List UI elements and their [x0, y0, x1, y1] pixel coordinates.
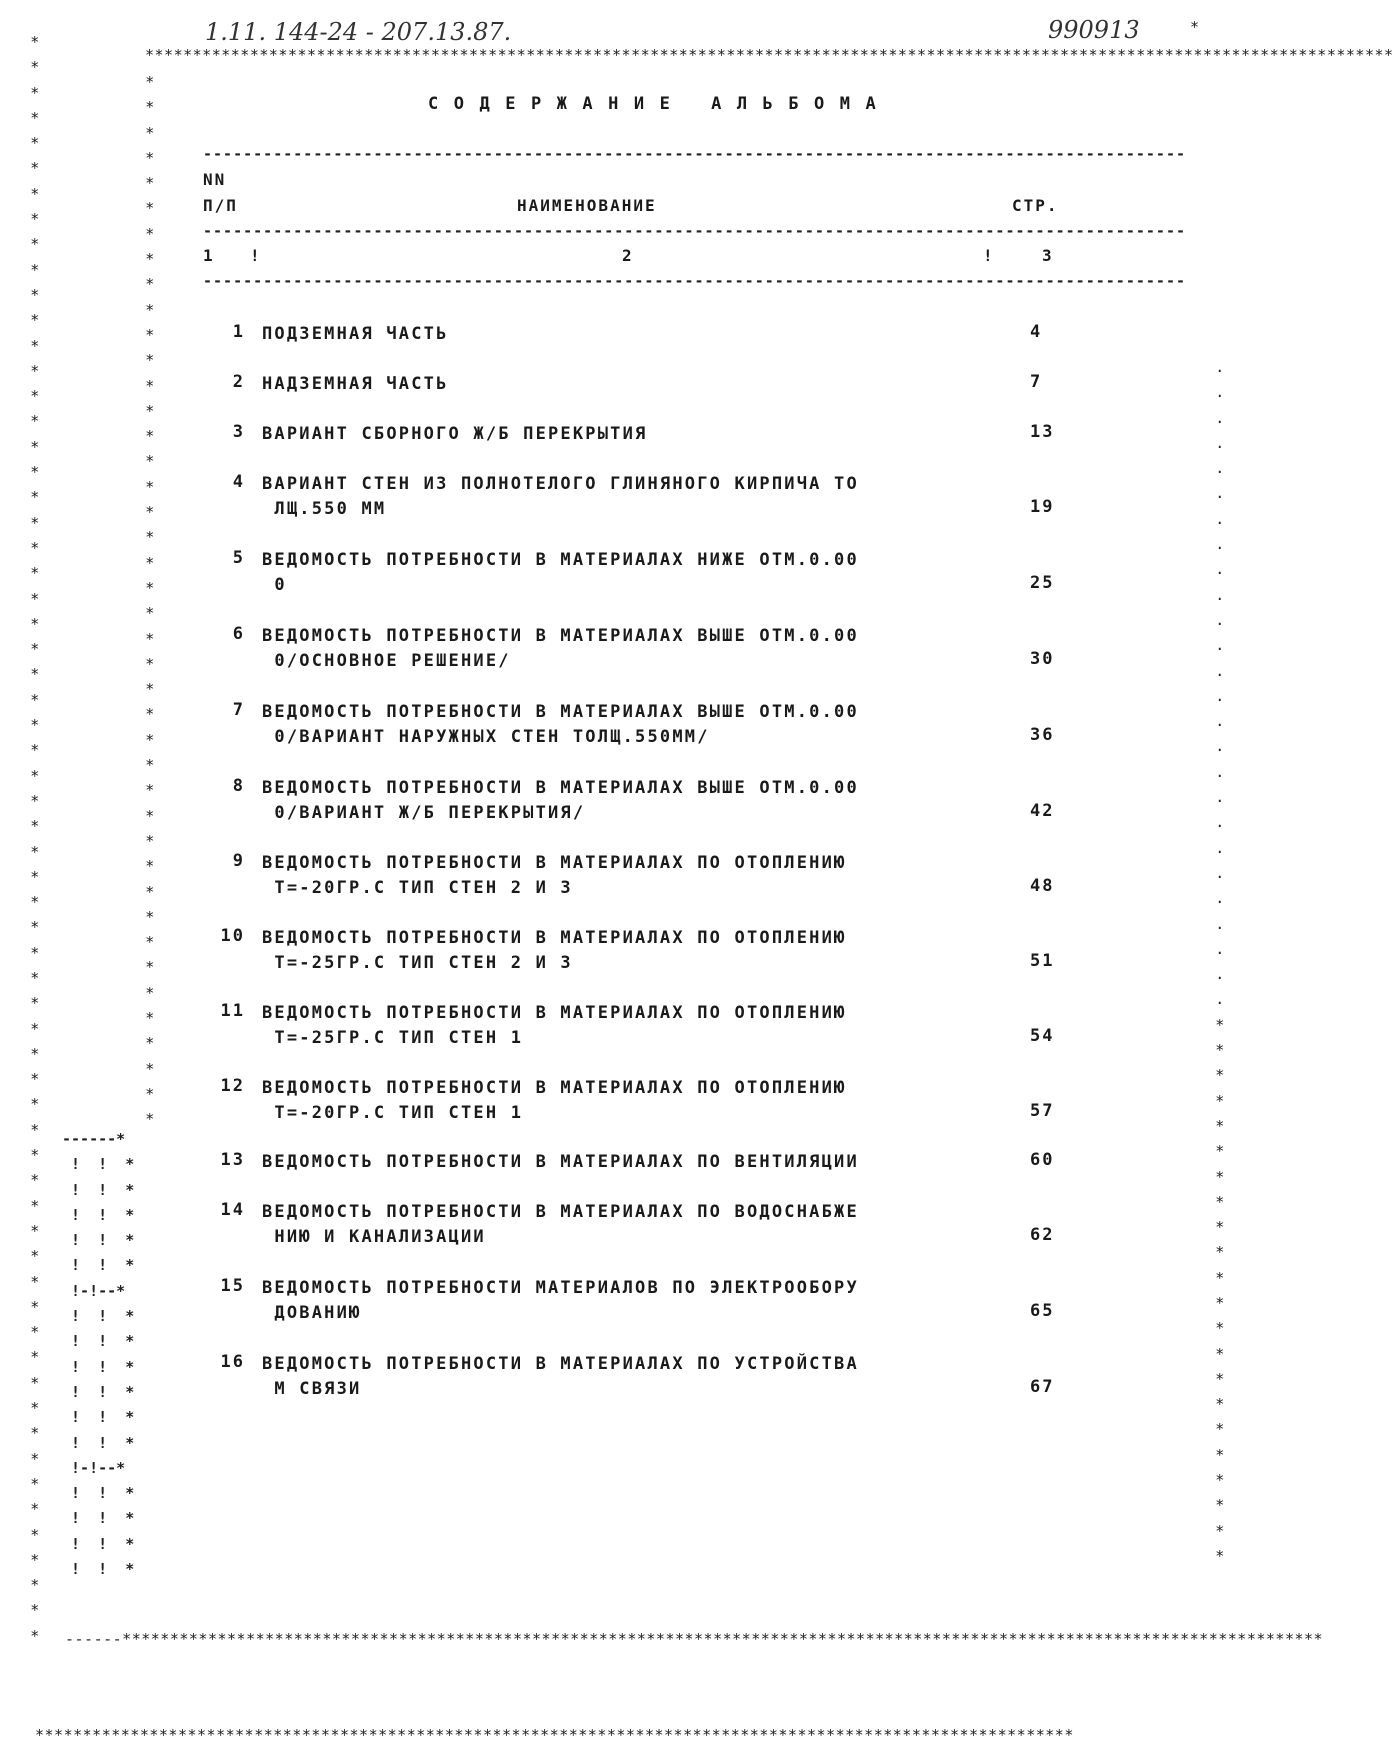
row-number: 6: [232, 624, 245, 644]
sheet-number: 990913: [1048, 16, 1140, 44]
binding-box: ------* ! ! * ! ! * ! ! * ! ! * ! ! * !-!--* ! ! * ! ! * ! ! * ! ! * ! ! * ! ! * !-!--* ! ! * ! ! * ! ! * ! ! *: [62, 1130, 135, 1579]
row-page: 7: [1030, 372, 1043, 392]
row-title: ВЕДОМОСТЬ ПОТРЕБНОСТИ В МАТЕРИАЛАХ ПО ОТОПЛЕНИЮ Т=-20ГР.С ТИП СТЕН 1: [262, 1078, 847, 1123]
row-number: 3: [232, 422, 245, 442]
header-rule-top: --------------------------------------------------------------------------------------------------: [203, 145, 1187, 163]
corner-star: *: [1190, 18, 1200, 36]
left-star-border: * * * * * * * * * * * * * * * * * * * * * * * * * * * * * * * * * * * * * * * * * * * * * * * * * * * * * * * * * * * * * * * *: [30, 33, 50, 1645]
row-page: 30: [1030, 649, 1055, 669]
row-title: ВЕДОМОСТЬ ПОТРЕБНОСТИ В МАТЕРИАЛАХ ВЫШЕ ОТМ.0.00 0/ОСНОВНОЕ РЕШЕНИЕ/: [262, 626, 859, 671]
row-title: ВЕДОМОСТЬ ПОТРЕБНОСТИ В МАТЕРИАЛАХ ПО ОТОПЛЕНИЮ Т=-25ГР.С ТИП СТЕН 1: [262, 1003, 847, 1048]
row-title: ВЕДОМОСТЬ ПОТРЕБНОСТИ В МАТЕРИАЛАХ ПО УСТРОЙСТВА М СВЯЗИ: [262, 1354, 859, 1399]
row-page: 62: [1030, 1225, 1055, 1245]
row-page: 60: [1030, 1150, 1055, 1170]
row-page: 19: [1030, 497, 1055, 517]
row-number: 9: [232, 851, 245, 871]
column-separator-2: !: [983, 246, 995, 265]
row-title: ВЕДОМОСТЬ ПОТРЕБНОСТИ МАТЕРИАЛОВ ПО ЭЛЕКТРООБОРУ ДОВАНИЮ: [262, 1278, 859, 1323]
page-bottom-stars: *************************************************************************************************************: [35, 1726, 1074, 1744]
row-page: 48: [1030, 876, 1055, 896]
contents-row: [0, 851, 1253, 911]
page-column-label: СТР.: [1012, 196, 1059, 215]
row-page: 4: [1030, 322, 1043, 342]
row-number: 8: [232, 776, 245, 796]
row-number: 14: [220, 1200, 245, 1220]
bottom-star-border: ------******************************************************************************************************************************: [65, 1630, 1324, 1648]
row-page: 51: [1030, 951, 1055, 971]
row-title: ВЕДОМОСТЬ ПОТРЕБНОСТИ В МАТЕРИАЛАХ ПО ОТОПЛЕНИЮ Т=-25ГР.С ТИП СТЕН 2 И 3: [262, 928, 847, 973]
row-title: ВЕДОМОСТЬ ПОТРЕБНОСТИ В МАТЕРИАЛАХ ВЫШЕ ОТМ.0.00 0/ВАРИАНТ НАРУЖНЫХ СТЕН ТОЛЩ.550ММ/: [262, 702, 859, 747]
row-page: 54: [1030, 1026, 1055, 1046]
top-star-border: ***********************************************************************************************************************************: [145, 46, 1394, 64]
right-star-border: . . . . . . . . . . . . . . . . . . . . . . . . . . * * * * * * * * * * * * * * * * * * * * * *: [1215, 358, 1235, 1565]
row-page: 13: [1030, 422, 1055, 442]
row-number: 13: [220, 1150, 245, 1170]
row-title: ВАРИАНТ СТЕН ИЗ ПОЛНОТЕЛОГО ГЛИНЯНОГО КИРПИЧА ТО ЛЩ.550 ММ: [262, 474, 859, 519]
num-label: NN: [203, 170, 227, 189]
row-page: 65: [1030, 1301, 1055, 1321]
row-title: ВЕДОМОСТЬ ПОТРЕБНОСТИ В МАТЕРИАЛАХ ВЫШЕ ОТМ.0.00 0/ВАРИАНТ Ж/Б ПЕРЕКРЫТИЯ/: [262, 778, 859, 823]
row-number: 2: [232, 372, 245, 392]
contents-row: [0, 926, 1253, 986]
header-rule-mid: --------------------------------------------------------------------------------------------------: [203, 222, 1187, 240]
contents-row: [0, 472, 1253, 532]
column-separator-1: !: [250, 246, 262, 265]
row-number: 7: [232, 700, 245, 720]
column-number-1: 1: [203, 246, 215, 265]
row-number: 4: [232, 472, 245, 492]
row-page: 57: [1030, 1101, 1055, 1121]
contents-row: [0, 1352, 1253, 1412]
row-page: 25: [1030, 573, 1055, 593]
row-title: ВЕДОМОСТЬ ПОТРЕБНОСТИ В МАТЕРИАЛАХ ПО ВОДОСНАБЖЕ НИЮ И КАНАЛИЗАЦИИ: [262, 1202, 859, 1247]
row-number: 16: [220, 1352, 245, 1372]
name-column-label: НАИМЕНОВАНИЕ: [517, 196, 657, 215]
contents-row: [0, 700, 1253, 760]
num-label-2: П/П: [203, 196, 238, 215]
column-number-2: 2: [622, 246, 634, 265]
row-title: ВЕДОМОСТЬ ПОТРЕБНОСТИ В МАТЕРИАЛАХ НИЖЕ ОТМ.0.00 0: [262, 550, 859, 595]
row-number: 5: [232, 548, 245, 568]
inner-star-border: * * * * * * * * * * * * * * * * * * * * * * * * * * * * * * * * * * * * * * * * * *: [145, 73, 165, 1129]
row-number: 11: [220, 1001, 245, 1021]
contents-row: [0, 1001, 1253, 1061]
row-number: 15: [220, 1276, 245, 1296]
column-number-3: 3: [1042, 246, 1054, 265]
row-title: НАДЗЕМНАЯ ЧАСТЬ: [262, 374, 449, 394]
contents-row: [0, 776, 1253, 836]
row-title: ПОДЗЕМНАЯ ЧАСТЬ: [262, 324, 449, 344]
contents-row: [0, 1200, 1253, 1260]
row-page: 67: [1030, 1377, 1055, 1397]
header-rule-bottom: --------------------------------------------------------------------------------------------------: [203, 272, 1187, 290]
row-title: ВЕДОМОСТЬ ПОТРЕБНОСТИ В МАТЕРИАЛАХ ПО ОТОПЛЕНИЮ Т=-20ГР.С ТИП СТЕН 2 И 3: [262, 853, 847, 898]
row-page: 42: [1030, 801, 1055, 821]
row-number: 1: [232, 322, 245, 342]
contents-row: [0, 624, 1253, 684]
row-number: 10: [220, 926, 245, 946]
contents-row: [0, 1276, 1253, 1336]
row-title: ВАРИАНТ СБОРНОГО Ж/Б ПЕРЕКРЫТИЯ: [262, 424, 648, 444]
document-code: 1.11. 144-24 - 207.13.87.: [205, 18, 512, 46]
row-page: 36: [1030, 725, 1055, 745]
row-number: 12: [220, 1076, 245, 1096]
contents-row: [0, 1076, 1253, 1136]
contents-row: [0, 548, 1253, 608]
page-title: СОДЕРЖАНИЕ АЛЬБОМА: [428, 94, 892, 114]
row-title: ВЕДОМОСТЬ ПОТРЕБНОСТИ В МАТЕРИАЛАХ ПО ВЕНТИЛЯЦИИ: [262, 1152, 859, 1172]
